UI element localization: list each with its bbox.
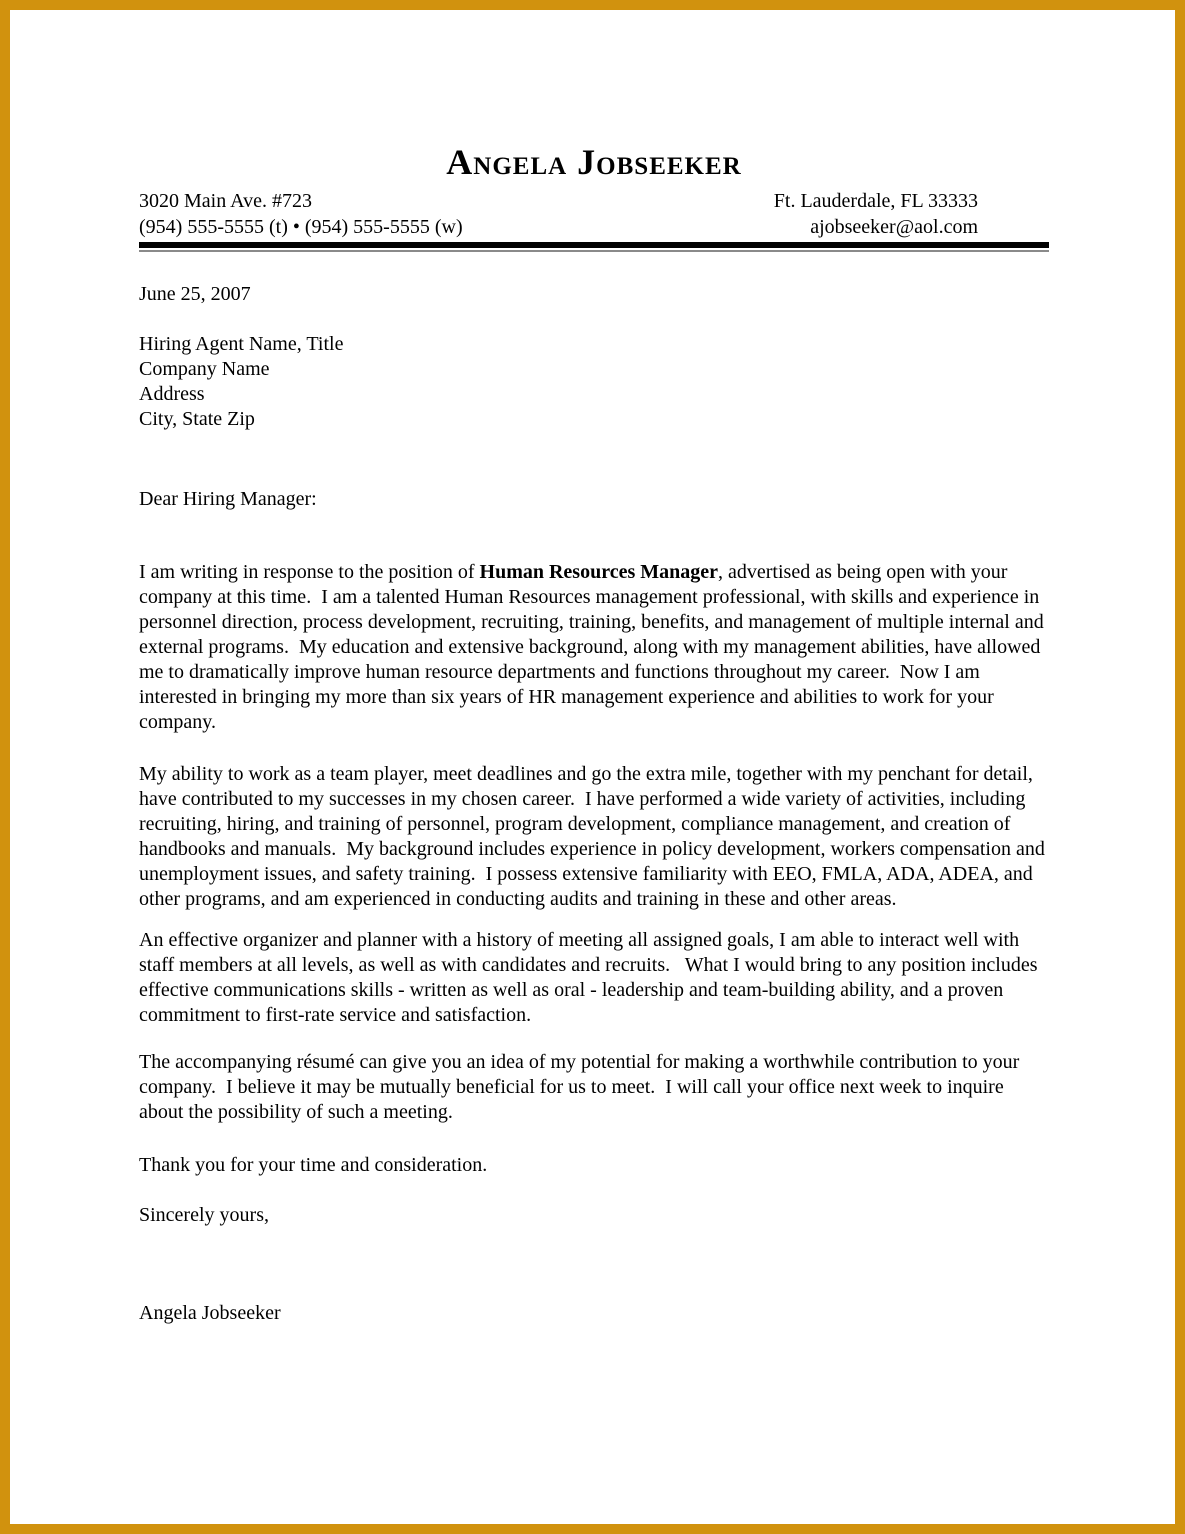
recipient-address: Address [139, 383, 205, 405]
divider-thick-line [139, 242, 1049, 248]
recipient-block [139, 332, 1049, 432]
closing-line: Sincerely yours, [139, 1204, 269, 1226]
divider-thin-line [139, 250, 1049, 252]
header-divider-rule [139, 242, 1049, 252]
letterhead-name: Angela Jobseeker [446, 142, 742, 182]
letter-date: June 25, 2007 [139, 283, 251, 305]
phone-numbers: (954) 555-5555 (t) • (954) 555-5555 (w) [139, 216, 463, 238]
email-address: ajobseeker@aol.com [810, 216, 978, 238]
paragraph-1-text-before: I am writing in response to the position of [139, 561, 480, 583]
city-state-zip: Ft. Lauderdale, FL 33333 [773, 190, 978, 212]
thank-you-line: Thank you for your time and consideration. [139, 1154, 488, 1176]
signature-name: Angela Jobseeker [139, 1302, 281, 1324]
street-address: 3020 Main Ave. #723 [139, 190, 312, 212]
body-paragraph-2: My ability to work as a team player, meet deadlines and go the extra mile, together with my penchant for detail, have contributed to my successes in my chosen career. I have performed a wide variety of activities, including recruiting, hiring, and training of personnel, program development, compliance management, and creation of handbooks and manuals. My background includes experience in policy development, workers compensation and unemployment issues, and safety training. I possess extensive familiarity with EEO, FMLA, ADA, ADEA, and other programs, and am experienced in conducting audits and training in these and other areas. [139, 763, 1050, 910]
paragraph-1-text-after: , advertised as being open with your company at this time. I am a talented Human Resources management professional, with skills and experience in personnel direction, process development, recruiting, training, benefits, and management of multiple internal and external programs. My education and extensive background, along with my management abilities, have allowed me to dramatically improve human resource departments and functions throughout my career. Now I am interested in bringing my more than six years of HR management experience and abilities to work for your company. [139, 561, 1049, 733]
body-paragraph-3: An effective organizer and planner with a history of meeting all assigned goals, I am able to interact well with staff members at all levels, as well as with candidates and recruits. What I would bring to any position includes effective communications skills - written as well as oral - leadership and team-building ability, and a proven commitment to first-rate service and satisfaction. [139, 929, 1043, 1026]
contact-row-2 [139, 214, 1049, 240]
recipient-name-title: Hiring Agent Name, Title [139, 333, 344, 355]
recipient-city-state-zip: City, State Zip [139, 408, 255, 430]
recipient-company: Company Name [139, 358, 270, 380]
position-title-bold: Human Resources Manager [479, 561, 719, 583]
salutation: Dear Hiring Manager: [139, 488, 317, 510]
letter-content [10, 10, 1059, 1326]
body-paragraph-1 [139, 560, 1049, 735]
contact-row-1 [139, 188, 1049, 214]
letterhead-contact-block [139, 188, 1049, 240]
body-paragraph-4: The accompanying résumé can give you an idea of my potential for making a worthwhile contribution to your company. I believe it may be mutually beneficial for us to meet. I will call your office next week to inquire about the possibility of such a meeting. [139, 1051, 1025, 1123]
